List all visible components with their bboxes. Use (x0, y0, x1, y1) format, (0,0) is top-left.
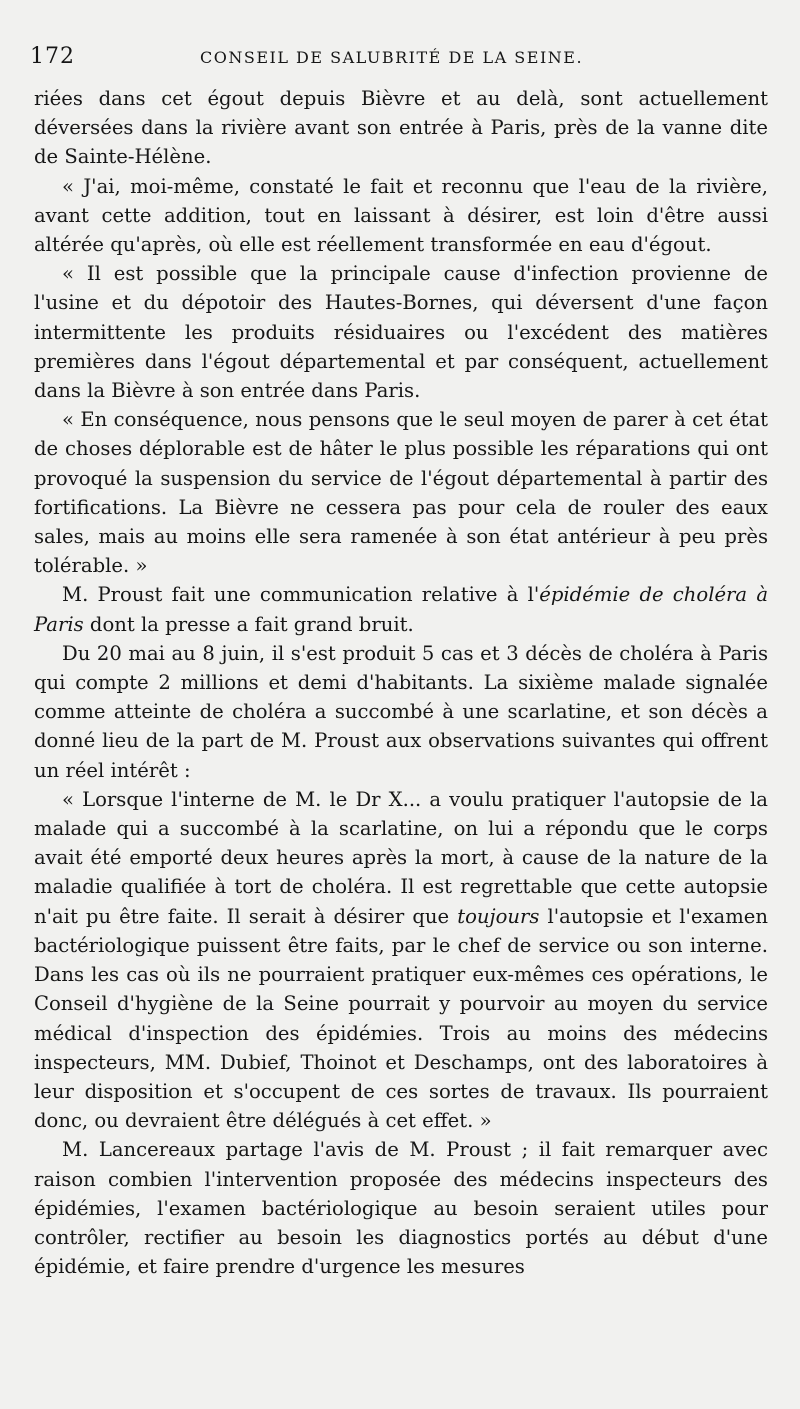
paragraph-quote-infection-cause: « Il est possible que la principale cause d'infection provienne de l'usine et du dépotoir des Hautes-Bornes, qui déversent d'une façon intermittente les produits résiduaires ou l'excédent des matières premières dans l'égout départemental et par conséquent, actuellement dans la Bièvre à son entrée dans Paris. (34, 262, 768, 403)
italic-run: toujours (457, 904, 540, 928)
page-header (30, 44, 770, 74)
running-head: CONSEIL DE SALUBRITÉ DE LA SEINE. (200, 48, 584, 67)
italic-run: épidémie de choléra à Paris (34, 583, 768, 636)
text-run: l'autopsie et l'examen bactériologique puissent être faits, par le chef de service ou son interne. Dans les cas où ils ne pourraient pratiquer eux-mêmes ces opérations, le Conseil d'hygiène de la Seine pourrait y pourvoir au moyen du service médical d'inspection des épidémies. Trois au moins des médecins inspecteurs, MM. Dubief, Thoinot et Deschamps, ont des laboratoires à leur disposition et s'occupent de ces sortes de travaux. Ils pourraient donc, ou devraient être délégués à cet effet. » (34, 904, 769, 1133)
paragraph-proust-communication (34, 580, 768, 638)
paragraph-quote-autopsy (34, 785, 768, 1135)
text-run: M. Proust fait une communication relative à l' (62, 583, 540, 607)
paragraph-quote-observation: « J'ai, moi-même, constaté le fait et reconnu que l'eau de la rivière, avant cette addition, tout en laissant à désirer, est loin d'être aussi altérée qu'après, où elle est réellement transformée en eau d'égout. (34, 174, 768, 257)
paragraph-lancereaux: M. Lancereaux partage l'avis de M. Proust ; il fait remarquer avec raison combien l'intervention proposée des médecins inspecteurs des épidémies, l'examen bactériologique au besoin seraient utiles pour contrôler, rectifier au besoin les diagnostics portés au début d'une épidémie, et faire prendre d'urgence les mesures (34, 1138, 768, 1279)
paragraph-continuation: riées dans cet égout depuis Bièvre et au delà, sont actuellement déversées dans la rivière avant son entrée à Paris, près de la vanne dite de Sainte-Hélène. (34, 87, 768, 169)
text-run: dont la presse a fait grand bruit. (83, 612, 414, 636)
page-number: 172 (30, 44, 75, 69)
text-run: « Lorsque l'interne de M. le Dr X... a voulu pratiquer l'autopsie de la malade qui a succombé à la scarlatine, on lui a répondu que le corps avait été emporté deux heures après la mort, à cause de la nature de la maladie qualifiée à tort de choléra. Il est regrettable que cette autopsie n'ait pu être faite. Il serait à désirer que (34, 787, 768, 928)
body-text (34, 84, 768, 1281)
paragraph-quote-conclusion: « En conséquence, nous pensons que le seul moyen de parer à cet état de choses déplorable est de hâter le plus possible les réparations qui ont provoqué la suspension du service de l'égout départemental à partir des fortifications. La Bièvre ne cessera pas pour cela de rouler des eaux sales, mais au moins elle sera ramenée à son état antérieur à peu près tolérable. » (34, 408, 768, 578)
paragraph-cholera-cases: Du 20 mai au 8 juin, il s'est produit 5 cas et 3 décès de choléra à Paris qui compte 2 millions et demi d'habitants. La sixième malade signalée comme atteinte de choléra a succombé à une scarlatine, et son décès a donné lieu de la part de M. Proust aux observations suivantes qui offrent un réel intérêt : (34, 641, 768, 782)
